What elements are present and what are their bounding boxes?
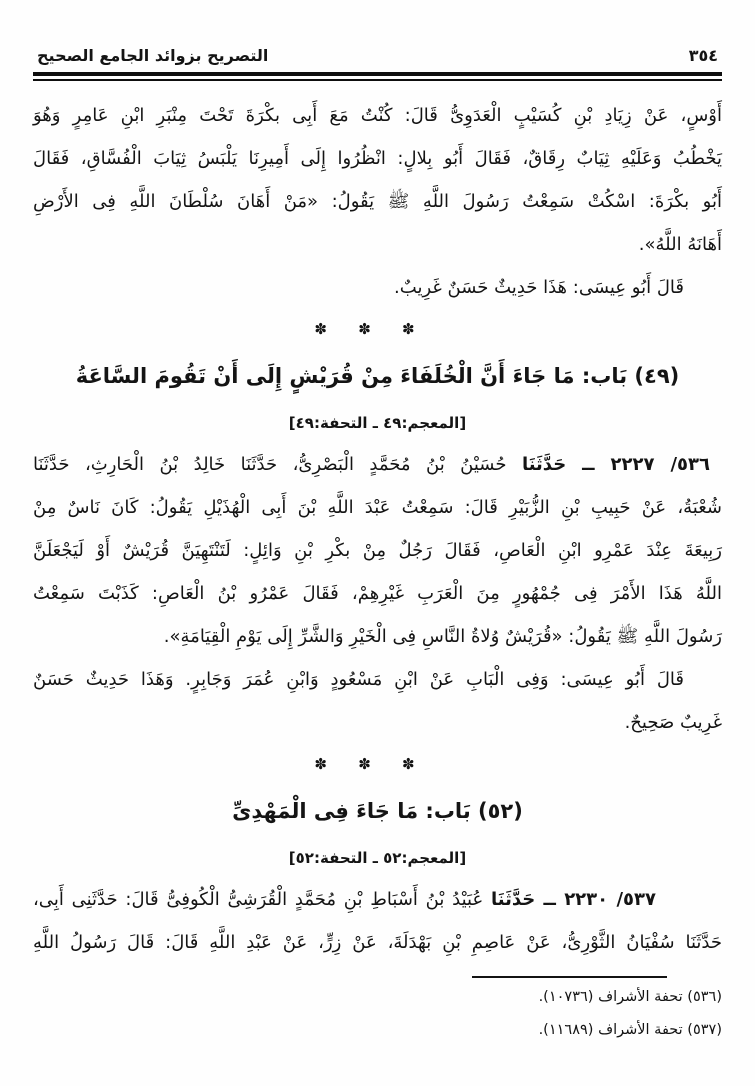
- grading-line: قَالَ أَبُو عِيسَى: هَذَا حَدِيثٌ حَسَنٌ غَرِيبٌ.: [394, 277, 684, 298]
- hadith-536-number: ٥٣٦/ ٢٢٢٧ ــ حَدَّثَنَا: [521, 454, 711, 475]
- text-line: أَبُو بكْرَةَ: اسْكُتْ سَمِعْتُ رَسُولَ اللَّهِ ﷺ يَقُولُ: «مَنْ أَهَانَ سُلْطَانَ اللَّهِ فِى الأَرْضِ: [33, 191, 722, 212]
- footnote-line: (٥٣٧) تحفة الأشراف (١١٦٨٩).: [538, 1022, 722, 1038]
- stars-separator: ✽ ✽ ✽: [314, 320, 428, 338]
- text-line: رَبِيعَةَ عِنْدَ عَمْرِو ابْنِ الْعَاصِ، فَقَالَ رَجُلٌ مِنْ بكْرِ بْنِ وَائِلٍ: لَتَنْتَهِيَنَّ قُرَيْشٌ أَوْ لَيَجْعَلَنَّ: [33, 540, 722, 561]
- page-header: [33, 46, 722, 72]
- hadith-536-first-line: [33, 443, 722, 486]
- chapter-49-title: (٤٩) بَاب: مَا جَاءَ أَنَّ الْخُلَفَاءَ مِنْ قُرَيْشٍ إِلَى أَنْ تَقُومَ السَّاعَةُ: [75, 364, 680, 388]
- grading-line: قَالَ أَبُو عِيسَى: وَفِى الْبَابِ عَنْ ابْنِ مَسْعُودٍ وَابْنِ عُمَرَ وَجَابِرٍ. وَهَذَا حَدِيثٌ حَسَنٌ: [33, 669, 684, 690]
- hadith-537-isnad: عُبَيْدُ بْنُ أَسْبَاطِ بْنِ مُحَمَّدٍ الْقُرَشِىُّ الْكُوفِىُّ قَالَ: حَدَّثَنِى أَبِى،: [33, 889, 491, 910]
- text-line: أَوْسٍ، عَنْ زِيَادِ بْنِ كُسَيْبٍ الْعَدَوِىُّ قَالَ: كُنْتُ مَعَ أَبِى بكْرَةَ تَحْتَ مِنْبَرِ ابْنِ عَامِرٍ وَهُوَ: [33, 105, 722, 126]
- hadith-537-first-line: [33, 878, 722, 921]
- text-line: رَسُولَ اللَّهِ ﷺ يَقُولُ: «قُرَيْشٌ وُلاةُ النَّاسِ فِى الْخَيْرِ وَالشَّرِّ إِلَى يَوْمِ الْقِيَامَةِ».: [163, 626, 722, 647]
- header-divider: [33, 72, 722, 81]
- footnote-line: (٥٣٦) تحفة الأشراف (١٠٧٣٦).: [538, 989, 722, 1005]
- chapter-52-title: (٥٢) بَاب: مَا جَاءَ فِى الْمَهْدِىِّ: [232, 799, 523, 823]
- grading-line: غَرِيبٌ صَحِيحٌ.: [624, 712, 722, 733]
- hadith-537-number: ٥٣٧/ ٢٢٣٠ ــ حَدَّثَنَا: [491, 889, 657, 910]
- page-body: [33, 94, 722, 1047]
- text-line: حَدَّثَنَا سُفْيَانُ الثَّوْرِىُّ، عَنْ عَاصِمِ بْنِ بَهْدَلَةَ، عَنْ زِرٍّ، عَنْ عَبْدِ اللَّهِ قَالَ: قَالَ رَسُولُ اللَّهِ: [33, 932, 722, 953]
- text-line: شُعْبَةُ، عَنْ حَبِيبِ بْنِ الزُّبَيْرِ قَالَ: سَمِعْتُ عَبْدَ اللَّهِ بْنَ أَبِى الْهُذَيْلِ يَقُولُ: كَانَ نَاسٌ مِنْ: [33, 497, 722, 518]
- footnote-divider: [472, 976, 667, 978]
- page-number: ٣٥٤: [688, 46, 718, 65]
- text-line: اللَّهُ هَذَا الأَمْرَ فِى جُمْهُورٍ مِنَ الْعَرَبِ غَيْرِهِمْ، فَقَالَ عَمْرُو بْنُ الْعَاصِ: كَذَبْتَ سَمِعْتُ: [33, 583, 722, 604]
- text-line: يَخْطُبُ وَعَلَيْهِ ثِيَابٌ رِقَاقٌ، فَقَالَ أَبُو بِلالٍ: انْظُرُوا إِلَى أَمِيرِنَا يَلْبَسُ ثِيَابَ الْفُسَّاقِ، فَقَالَ: [33, 148, 722, 169]
- chapter-52-ref: [المعجم:٥٢ ـ التحفة:٥٢]: [288, 849, 467, 867]
- text-line: أَهَانَهُ اللَّهُ».: [638, 234, 722, 255]
- running-title: التصريح بزوائد الجامع الصحيح: [37, 46, 269, 65]
- hadith-536-isnad: حُسَيْنُ بْنُ مُحَمَّدٍ الْبَصْرِىُّ، حَدَّثَنَا خَالِدُ بْنُ الْحَارِثِ، حَدَّثَنَا: [33, 454, 522, 475]
- stars-separator: ✽ ✽ ✽: [314, 755, 428, 773]
- chapter-49-ref: [المعجم:٤٩ ـ التحفة:٤٩]: [288, 414, 467, 432]
